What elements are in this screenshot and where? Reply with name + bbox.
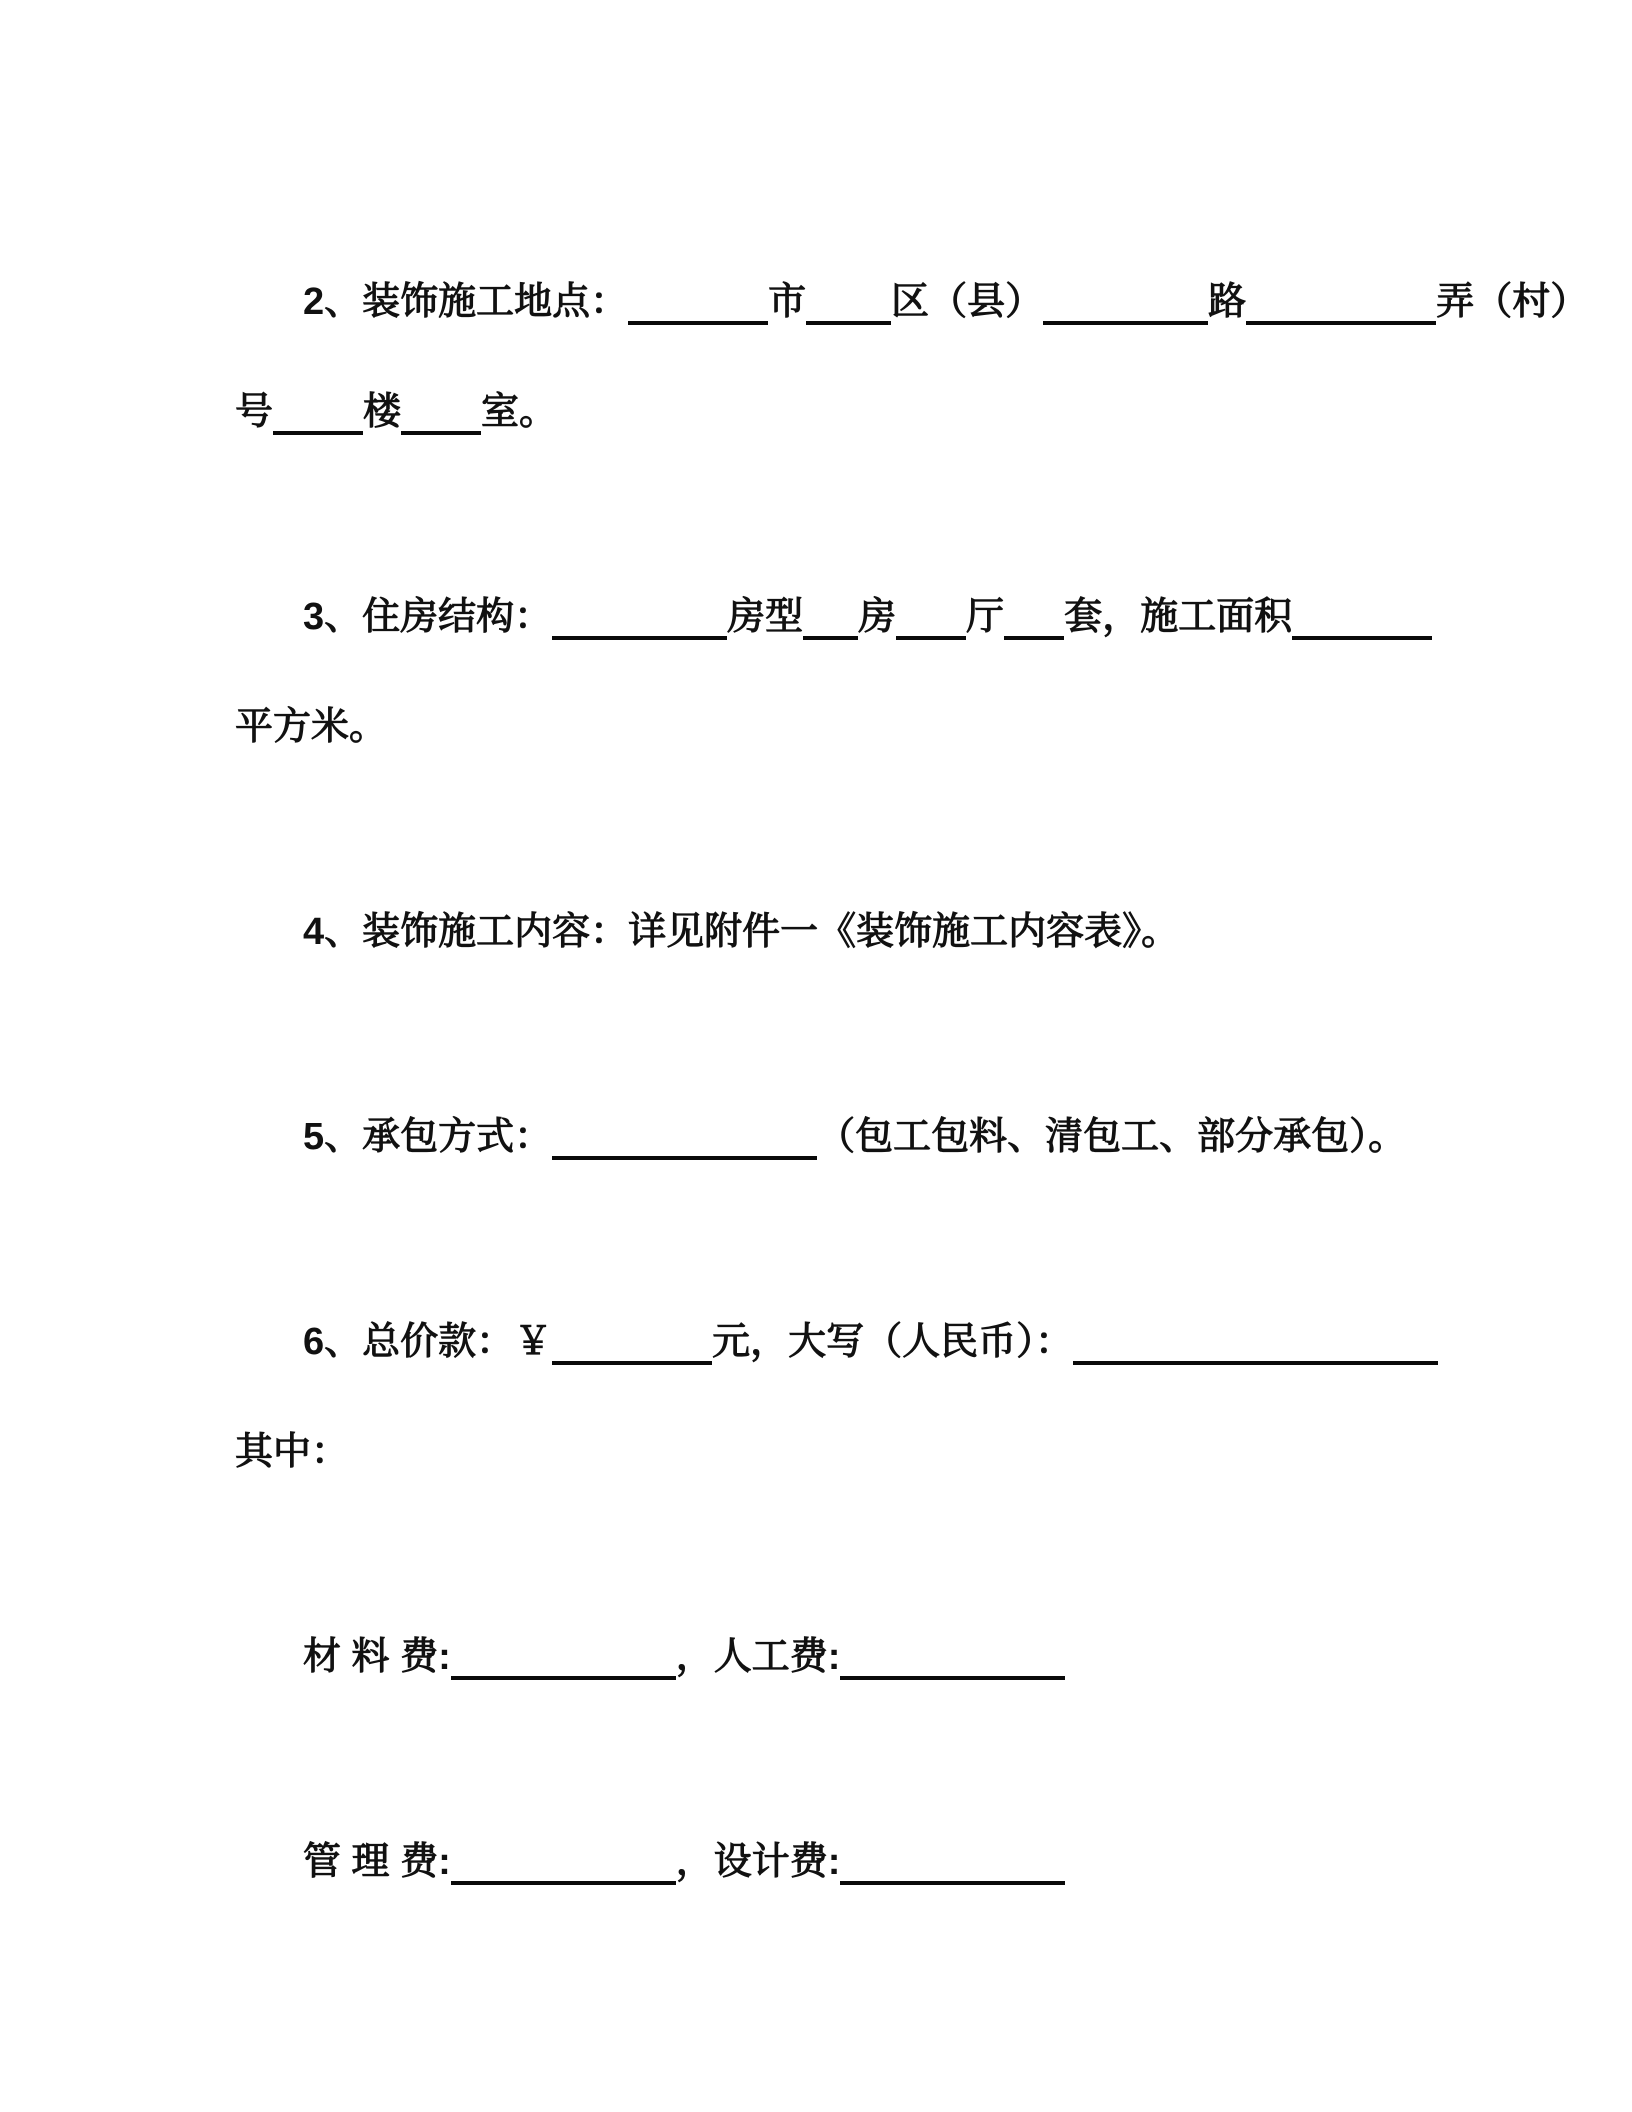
amount-words-blank[interactable] [1073, 1349, 1438, 1365]
clause-4-text: 4、装饰施工内容：详见附件一《装饰施工内容表》。 [303, 911, 1180, 953]
city-suffix: 市 [768, 281, 807, 323]
design-fee-label: ，设计费: [675, 1841, 841, 1883]
labor-fee-label: ，人工费: [675, 1636, 841, 1678]
clause-3-structure-line-2 [235, 672, 1402, 782]
clause-5-label: 5、承包方式： [303, 1116, 553, 1158]
materials-fee-label: 材 料 费: [303, 1636, 451, 1678]
house-type-suffix: 房型 [727, 596, 804, 638]
rooms-blank[interactable] [803, 624, 858, 640]
clause-3-structure-line-1 [235, 562, 1402, 672]
floor-suffix: 楼 [363, 391, 402, 433]
clause-3-label: 3、住房结构： [303, 596, 553, 638]
number-suffix: 号 [235, 391, 274, 433]
sets-blank[interactable] [1004, 624, 1064, 640]
clause-6-label: 6、总价款：￥ [303, 1321, 553, 1363]
district-suffix: 区（县） [891, 281, 1044, 323]
amount-figures-blank[interactable] [552, 1349, 712, 1365]
fee-materials-labor-line [235, 1602, 1402, 1712]
area-unit: 平方米。 [235, 706, 388, 748]
room-suffix: 室。 [481, 391, 558, 433]
lane-blank[interactable] [1246, 309, 1436, 325]
road-suffix: 路 [1208, 281, 1247, 323]
floor-blank[interactable] [273, 419, 363, 435]
clause-4-content-line [235, 877, 1402, 987]
city-blank[interactable] [628, 309, 768, 325]
labor-fee-blank[interactable] [840, 1664, 1065, 1680]
road-blank[interactable] [1043, 309, 1208, 325]
contract-mode-blank[interactable] [552, 1144, 817, 1160]
fee-management-design-line [235, 1807, 1402, 1917]
contract-mode-options: （包工包料、清包工、部分承包）。 [817, 1116, 1407, 1158]
management-fee-blank[interactable] [451, 1869, 676, 1885]
district-blank[interactable] [806, 309, 891, 325]
clause-6-total-price-line-1 [235, 1287, 1402, 1397]
rooms-suffix: 房 [858, 596, 897, 638]
area-label: 套，施工面积 [1064, 596, 1293, 638]
materials-fee-blank[interactable] [451, 1664, 676, 1680]
area-blank[interactable] [1292, 624, 1432, 640]
clause-2-label: 2、装饰施工地点： [303, 281, 629, 323]
clause-2-location-line-2 [235, 357, 1402, 467]
design-fee-blank[interactable] [840, 1869, 1065, 1885]
clause-5-contract-mode-line [235, 1082, 1407, 1192]
management-fee-label: 管 理 费: [303, 1841, 451, 1883]
house-type-blank[interactable] [552, 624, 727, 640]
halls-suffix: 厅 [966, 596, 1005, 638]
lane-suffix: 弄（村） [1436, 281, 1589, 323]
breakdown-label: 其中： [235, 1431, 350, 1473]
clause-6-total-price-line-2 [235, 1397, 1402, 1507]
halls-blank[interactable] [896, 624, 966, 640]
room-blank[interactable] [401, 419, 481, 435]
clause-2-location-line-1 [235, 247, 1589, 357]
contract-body [235, 247, 1589, 1917]
amount-words-label: 元，大写（人民币）： [712, 1321, 1074, 1363]
